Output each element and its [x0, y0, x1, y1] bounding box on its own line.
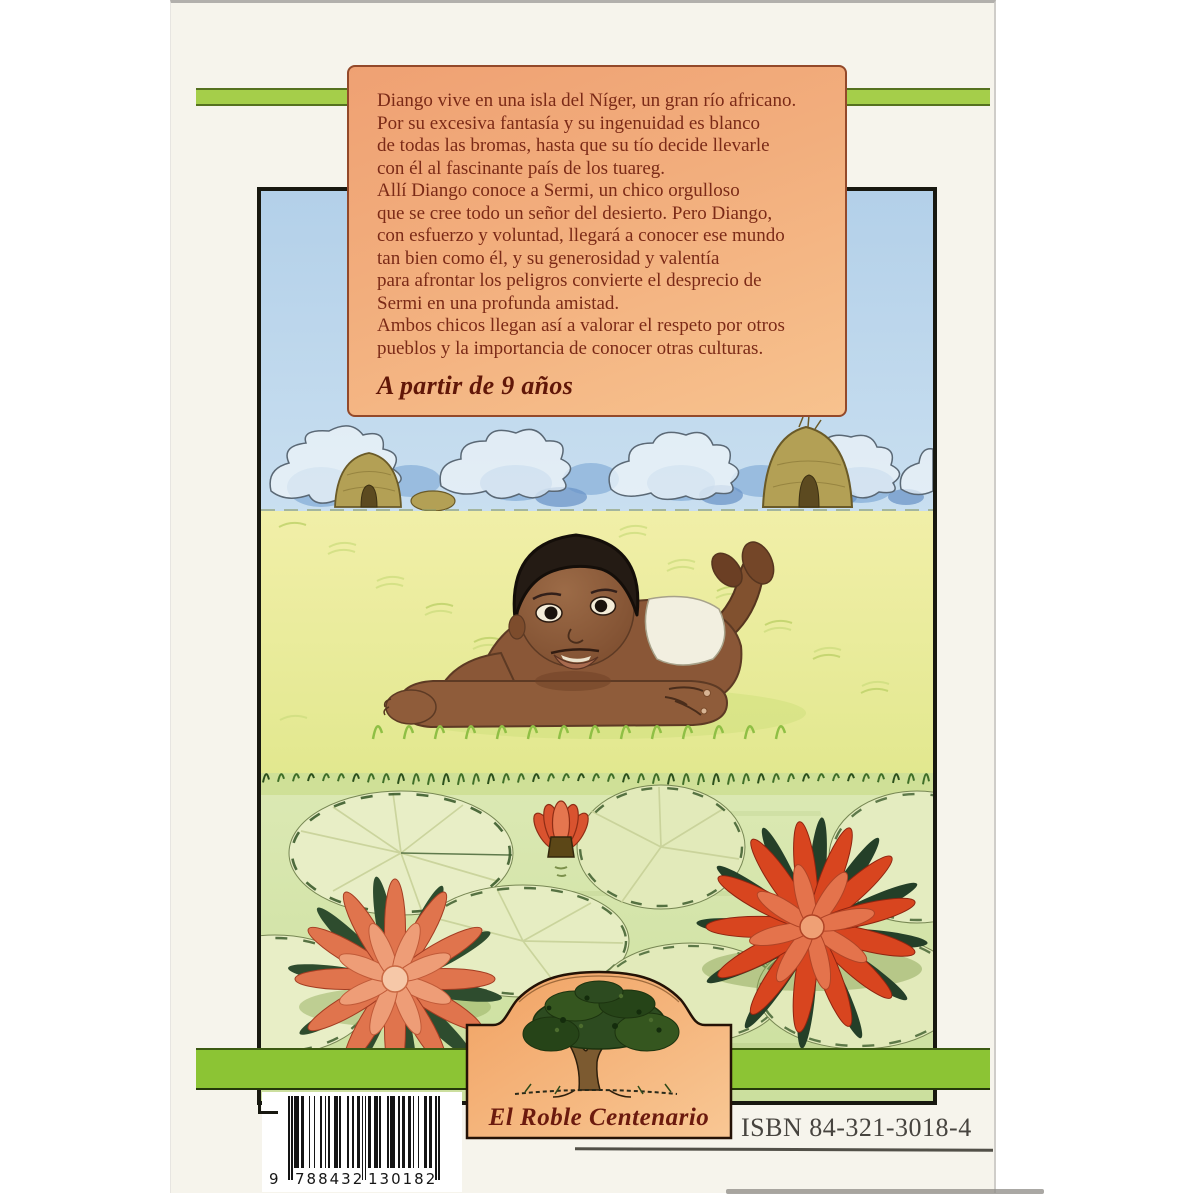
lotus-core: [800, 915, 824, 939]
barcode-bar: [394, 1096, 396, 1168]
barcode-bar: [328, 1096, 330, 1168]
synopsis-line: Diango vive en una isla del Níger, un gran río africano.: [377, 90, 797, 111]
barcode-bar: [358, 1096, 360, 1168]
barcode-bar: [379, 1096, 381, 1168]
lotus-core: [382, 966, 408, 992]
barcode-bar: [336, 1096, 338, 1168]
barcode-bar: [314, 1096, 316, 1168]
barcode-bar: [352, 1096, 354, 1168]
publisher-plaque-art: [463, 968, 735, 1142]
barcode-bar: [362, 1096, 364, 1180]
barcode-bar: [430, 1096, 432, 1168]
synopsis-line: de todas las bromas, hasta que su tío decide llevarle: [377, 135, 770, 156]
synopsis-line: para afrontar los peligros convierte el desprecio de: [377, 270, 762, 291]
synopsis-line: Por su excesiva fantasía y su ingenuidad es blanco: [377, 112, 761, 134]
synopsis-line: con esfuerzo y voluntad, llegará a conocer ese mundo: [377, 225, 785, 246]
age-recommendation: A partir de 9 años: [377, 371, 574, 400]
synopsis-line: Ambos chicos llegan así a valorar el respeto por otros: [377, 315, 785, 336]
cover-shadow: [726, 1189, 1044, 1194]
barcode-bar: [298, 1096, 300, 1168]
barcode-first-digit: 9: [269, 1170, 279, 1188]
synopsis-line: con él al fascinante país de los tuareg.: [377, 157, 666, 179]
barcode-bar: [410, 1096, 412, 1168]
synopsis-line: tan bien como él, y su generosidad y valentía: [377, 247, 720, 269]
barcode-bar: [418, 1096, 420, 1168]
barcode-bar: [365, 1096, 367, 1180]
synopsis-line: que se cree todo un señor del desierto. Pero Diango,: [377, 202, 773, 224]
synopsis-panel: [347, 65, 847, 417]
barcode-bar: [435, 1096, 437, 1180]
barcode-bar: [309, 1096, 311, 1168]
barcode-bar: [398, 1096, 400, 1168]
barcode-bar: [291, 1096, 293, 1180]
publisher-plaque: [463, 968, 735, 1142]
frame-corner-bracket: [258, 1090, 278, 1114]
synopsis-line: pueblos y la importancia de conocer otras culturas.: [377, 337, 764, 359]
water-reflection: [261, 773, 933, 795]
barcode-bar: [288, 1096, 290, 1180]
barcode-bar: [325, 1096, 327, 1168]
barcode-left-group: 788432: [295, 1170, 365, 1188]
barcode-right-group: 130182: [368, 1170, 438, 1188]
barcode-bar: [426, 1096, 428, 1168]
isbn-label: ISBN 84-321-3018-4: [741, 1113, 972, 1142]
barcode-bar: [403, 1096, 405, 1168]
lily-pad: [577, 785, 745, 909]
synopsis-line: Sermi en una profunda amistad.: [377, 292, 620, 314]
publisher-name: El Roble Centenario: [488, 1104, 710, 1131]
barcode-bar: [376, 1096, 378, 1168]
synopsis-line: Allí Diango conoce a Sermi, un chico orgulloso: [377, 180, 740, 201]
barcode-bar: [339, 1096, 341, 1168]
barcode-bar: [302, 1096, 304, 1168]
barcode: [262, 1092, 462, 1192]
barcode-bar: [347, 1096, 349, 1168]
barcode-bar: [320, 1096, 322, 1168]
barcode-digits: [262, 1170, 462, 1190]
hut-small: [411, 491, 455, 511]
barcode-bar: [413, 1096, 415, 1168]
barcode-bar: [387, 1096, 389, 1168]
barcode-bar: [438, 1096, 440, 1180]
barcode-bar: [370, 1096, 372, 1168]
